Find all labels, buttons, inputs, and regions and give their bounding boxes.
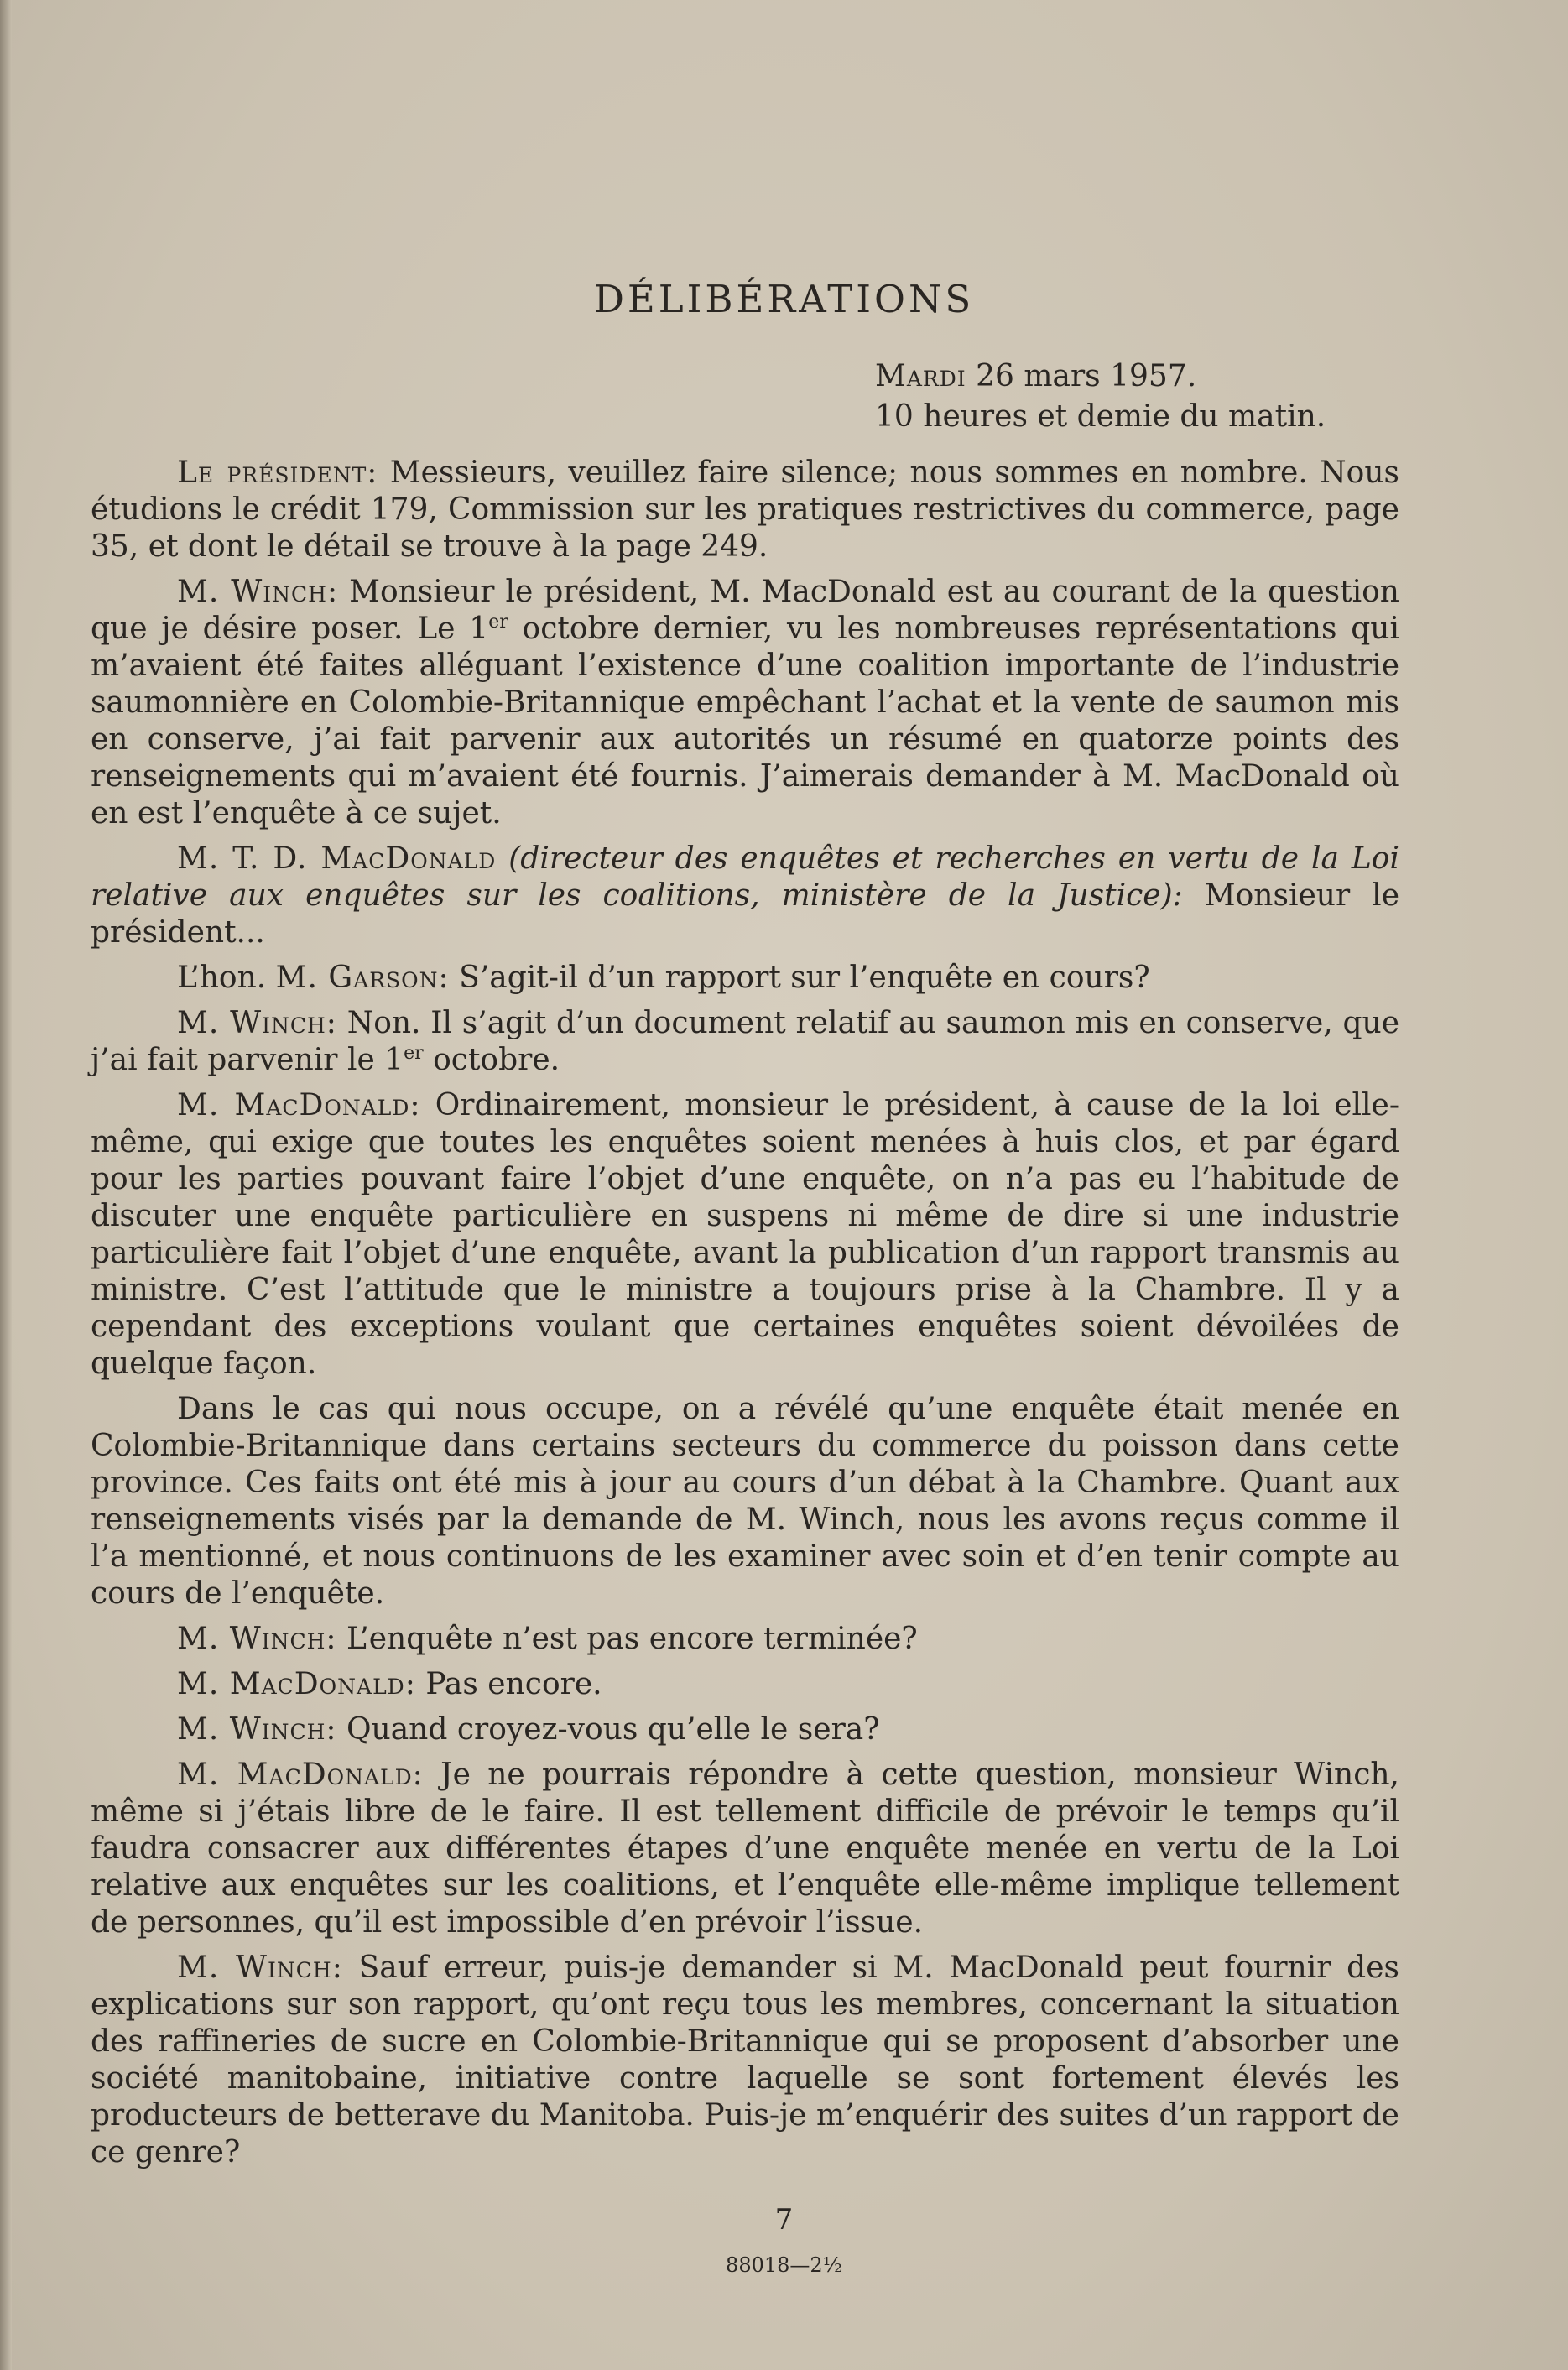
speaker-title: (directeur des enquêtes et recherches en vertu de la Loi relative aux enquêtes sur les coalitions, ministère de la Justice):: [91, 841, 1399, 913]
speaker: M. MacDonald:: [177, 1088, 421, 1122]
speech: Quand croyez-vous qu’elle le sera?: [346, 1712, 880, 1747]
speaker: M. Garson:: [275, 961, 450, 995]
speech: Je ne pourrais répondre à cette question, monsieur Winch, même si j’étais libre de le faire. Il est tellement difficile de prévoir le temps qu’il faudra consacrer aux différentes étapes d’une enquête menée en vertu de la Loi relative aux enquêtes sur les coalitions, et l’enquête elle-même implique tellement de personnes, qu’il est impossible d’en prévoir l’issue.: [91, 1758, 1399, 1940]
speech: Pas encore.: [425, 1667, 602, 1701]
print-code: 88018—2½: [726, 2253, 842, 2277]
speaker: M. MacDonald:: [177, 1667, 416, 1701]
dateline: [875, 357, 1326, 437]
speaker: M. MacDonald:: [177, 1758, 424, 1792]
paragraph-11: [91, 1757, 1399, 1941]
speaker: M. T. D. MacDonald: [177, 841, 497, 876]
weekday: Mardi: [875, 359, 966, 393]
page-number: 7: [774, 2203, 794, 2237]
paragraph-5: [91, 1005, 1399, 1079]
date: 26 mars 1957.: [976, 359, 1197, 393]
ordinal-suffix: er: [404, 1043, 424, 1064]
paragraph-6: [91, 1087, 1399, 1383]
speech: S’agit-il d’un rapport sur l’enquête en cours?: [459, 961, 1150, 995]
speaker: Le président:: [177, 456, 378, 490]
time-line: 10 heures et demie du matin.: [875, 399, 1326, 434]
paragraph-3: [91, 841, 1399, 951]
paragraph-1: [91, 455, 1399, 565]
page-title: DÉLIBÉRATIONS: [593, 277, 975, 321]
speech: octobre dernier, vu les nombreuses représentations qui m’avaient été faites alléguant l’existence d’une coalition importante de l’industrie saumonnière en Colombie-Britannique empêchant l’achat et la vente de saumon mis en conserve, j’ai fait parvenir aux autorités un résumé en quatorze points des renseignements qui m’avaient été fournis. J’aimerais demander à M. MacDonald où en est l’enquête à ce sujet.: [91, 612, 1399, 831]
speaker: M. Winch:: [177, 1951, 343, 1985]
speech: L’enquête n’est pas encore terminée?: [346, 1622, 918, 1656]
speaker: M. Winch:: [177, 575, 339, 609]
transcript-body: [91, 455, 1399, 2180]
paragraph-9: [91, 1666, 1399, 1703]
ordinal-suffix: er: [488, 612, 508, 633]
speech: Monsieur le président, M. MacDonald est au courant de la question que je désire poser. Le 1: [91, 575, 1399, 646]
speaker: M. Winch:: [177, 1712, 337, 1747]
speech: Messieurs, veuillez faire silence; nous sommes en nombre. Nous étudions le crédit 179, Commission sur les pratiques restrictives du commerce, page 35, et dont le détail se trouve à la page 249.: [91, 456, 1399, 564]
paragraph-10: [91, 1711, 1399, 1748]
speech: Non. Il s’agit d’un document relatif au saumon mis en conserve, que j’ai fait parvenir le 1: [91, 1006, 1399, 1077]
speaker: M. Winch:: [177, 1006, 337, 1040]
date-line: [875, 357, 1326, 397]
speech: Ordinairement, monsieur le président, à cause de la loi elle-même, qui exige que toutes les enquêtes soient menées à huis clos, et par égard pour les parties pouvant faire l’objet d’une enquête, on n’a pas eu l’habitude de discuter une enquête particulière en suspens ni même de dire si une industrie particulière fait l’objet d’une enquête, avant la publication d’un rapport transmis au ministre. C’est l’attitude que le ministre a toujours prise à la Chambre. Il y a cependant des exceptions voulant que certaines enquêtes soient dévoilées de quelque façon.: [91, 1088, 1399, 1381]
paragraph-8: [91, 1621, 1399, 1658]
honorific: L’hon.: [177, 961, 267, 995]
paragraph-2: [91, 574, 1399, 832]
paragraph-4: [91, 960, 1399, 997]
speech: Sauf erreur, puis-je demander si M. MacDonald peut fournir des explications sur son rapport, qu’ont reçu tous les membres, concernant la situation des raffineries de sucre en Colombie-Britannique qui se proposent d’absorber une société manitobaine, initiative contre laquelle se sont fortement élevés les producteurs de betterave du Manitoba. Puis-je m’enquérir des suites d’un rapport de ce genre?: [91, 1951, 1399, 2169]
paragraph-7: Dans le cas qui nous occupe, on a révélé qu’une enquête était menée en Colombie-Britannique dans certains secteurs du commerce du poisson dans cette province. Ces faits ont été mis à jour au cours d’un débat à la Chambre. Quant aux renseignements visés par la demande de M. Winch, nous les avons reçus comme il l’a mentionné, et nous continuons de les examiner avec soin et d’en tenir compte au cours de l’enquête.: [91, 1392, 1399, 1611]
speech: octobre.: [433, 1043, 560, 1077]
speech: Monsieur le président...: [91, 878, 1399, 950]
paragraph-12: [91, 1950, 1399, 2171]
speaker: M. Winch:: [177, 1622, 337, 1656]
page-edge-shadow: [0, 0, 12, 2370]
